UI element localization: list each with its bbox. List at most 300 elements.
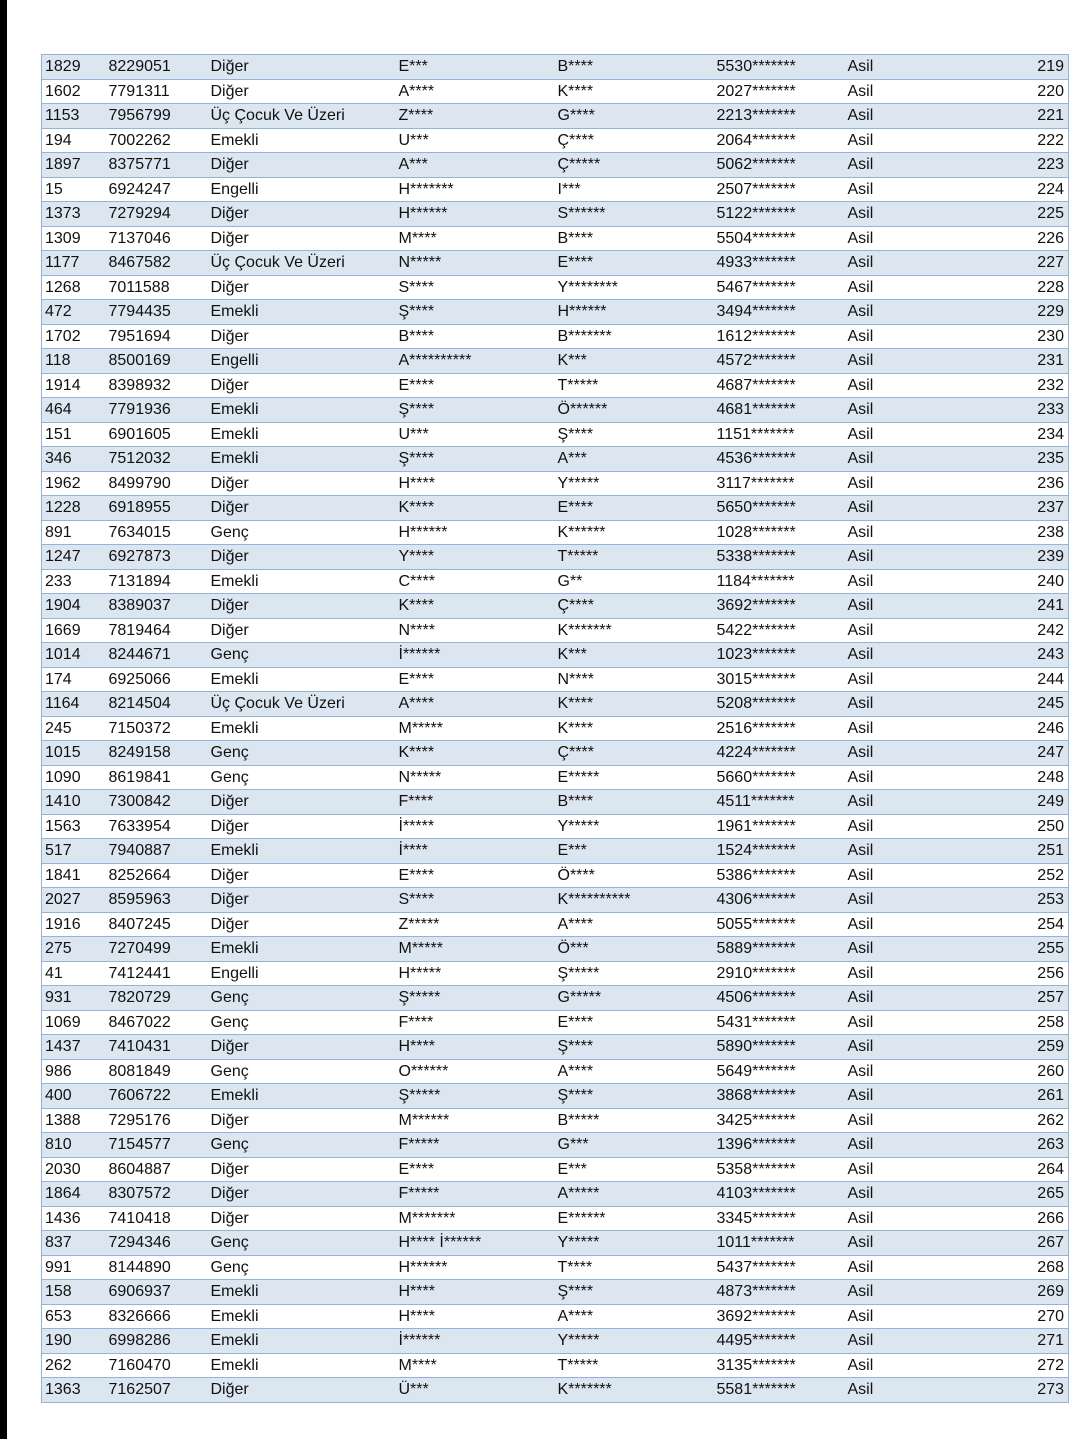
cell-status: Asil: [845, 300, 975, 325]
cell-first-name: E***: [396, 55, 555, 80]
cell-rank: 250: [975, 814, 1069, 839]
cell-category: Diğer: [208, 373, 396, 398]
cell-id-number: 7956799: [106, 104, 208, 129]
cell-rank: 226: [975, 226, 1069, 251]
cell-national-id: 2064*******: [714, 128, 845, 153]
cell-first-name: Y****: [396, 545, 555, 570]
table-row: [42, 496, 1069, 521]
cell-first-name: Ş****: [396, 447, 555, 472]
cell-status: Asil: [845, 496, 975, 521]
table-row: [42, 324, 1069, 349]
cell-application-no: 1363: [42, 1378, 106, 1403]
table-row: [42, 912, 1069, 937]
cell-national-id: 4687*******: [714, 373, 845, 398]
cell-first-name: H**** İ******: [396, 1231, 555, 1256]
cell-rank: 272: [975, 1353, 1069, 1378]
cell-application-no: 151: [42, 422, 106, 447]
cell-application-no: 1916: [42, 912, 106, 937]
cell-status: Asil: [845, 79, 975, 104]
cell-last-name: T****: [555, 1255, 714, 1280]
cell-first-name: H****: [396, 471, 555, 496]
cell-application-no: 1014: [42, 643, 106, 668]
cell-national-id: 4933*******: [714, 251, 845, 276]
cell-national-id: 4873*******: [714, 1280, 845, 1305]
cell-first-name: İ****: [396, 839, 555, 864]
cell-national-id: 5650*******: [714, 496, 845, 521]
cell-id-number: 6918955: [106, 496, 208, 521]
cell-category: Emekli: [208, 1329, 396, 1354]
cell-last-name: Y*****: [555, 814, 714, 839]
cell-category: Diğer: [208, 324, 396, 349]
cell-last-name: B*******: [555, 324, 714, 349]
cell-status: Asil: [845, 447, 975, 472]
cell-application-no: 1669: [42, 618, 106, 643]
cell-national-id: 5581*******: [714, 1378, 845, 1403]
cell-category: Emekli: [208, 569, 396, 594]
cell-application-no: 891: [42, 520, 106, 545]
cell-last-name: K**********: [555, 888, 714, 913]
cell-application-no: 1268: [42, 275, 106, 300]
table-row: [42, 398, 1069, 423]
cell-national-id: 3135*******: [714, 1353, 845, 1378]
cell-application-no: 1904: [42, 594, 106, 619]
table-row: [42, 814, 1069, 839]
cell-category: Emekli: [208, 716, 396, 741]
cell-application-no: 837: [42, 1231, 106, 1256]
cell-first-name: O******: [396, 1059, 555, 1084]
cell-category: Diğer: [208, 1378, 396, 1403]
table-row: [42, 55, 1069, 80]
cell-last-name: Ş****: [555, 422, 714, 447]
cell-status: Asil: [845, 1084, 975, 1109]
table-row: [42, 1329, 1069, 1354]
cell-status: Asil: [845, 888, 975, 913]
cell-last-name: K****: [555, 79, 714, 104]
table-row: [42, 373, 1069, 398]
cell-application-no: 991: [42, 1255, 106, 1280]
cell-first-name: İ******: [396, 643, 555, 668]
table-row: [42, 104, 1069, 129]
cell-application-no: 1563: [42, 814, 106, 839]
cell-status: Asil: [845, 104, 975, 129]
cell-id-number: 8244671: [106, 643, 208, 668]
cell-id-number: 8619841: [106, 765, 208, 790]
cell-category: Emekli: [208, 839, 396, 864]
cell-status: Asil: [845, 741, 975, 766]
table-row: [42, 251, 1069, 276]
cell-last-name: B*****: [555, 1108, 714, 1133]
cell-first-name: A****: [396, 79, 555, 104]
cell-category: Diğer: [208, 912, 396, 937]
cell-last-name: T*****: [555, 545, 714, 570]
table-row: [42, 716, 1069, 741]
cell-status: Asil: [845, 275, 975, 300]
cell-category: Diğer: [208, 790, 396, 815]
cell-first-name: M****: [396, 226, 555, 251]
cell-rank: 257: [975, 986, 1069, 1011]
cell-category: Engelli: [208, 349, 396, 374]
cell-first-name: İ******: [396, 1329, 555, 1354]
cell-category: Diğer: [208, 594, 396, 619]
cell-national-id: 1612*******: [714, 324, 845, 349]
cell-national-id: 4536*******: [714, 447, 845, 472]
cell-rank: 255: [975, 937, 1069, 962]
table-row: [42, 1035, 1069, 1060]
cell-application-no: 174: [42, 667, 106, 692]
cell-application-no: 464: [42, 398, 106, 423]
cell-last-name: Y********: [555, 275, 714, 300]
cell-first-name: H******: [396, 1255, 555, 1280]
cell-first-name: S****: [396, 888, 555, 913]
table-row: [42, 1304, 1069, 1329]
cell-national-id: 2516*******: [714, 716, 845, 741]
cell-rank: 249: [975, 790, 1069, 815]
cell-status: Asil: [845, 55, 975, 80]
cell-status: Asil: [845, 1280, 975, 1305]
cell-national-id: 5431*******: [714, 1010, 845, 1035]
cell-id-number: 7150372: [106, 716, 208, 741]
table-row: [42, 961, 1069, 986]
cell-id-number: 7162507: [106, 1378, 208, 1403]
cell-last-name: K*******: [555, 618, 714, 643]
table-row: [42, 765, 1069, 790]
cell-application-no: 262: [42, 1353, 106, 1378]
cell-last-name: K******: [555, 520, 714, 545]
cell-rank: 228: [975, 275, 1069, 300]
cell-national-id: 3015*******: [714, 667, 845, 692]
cell-first-name: A***: [396, 153, 555, 178]
table-row: [42, 692, 1069, 717]
cell-status: Asil: [845, 545, 975, 570]
cell-id-number: 8307572: [106, 1182, 208, 1207]
cell-rank: 244: [975, 667, 1069, 692]
cell-first-name: F*****: [396, 1133, 555, 1158]
cell-application-no: 158: [42, 1280, 106, 1305]
cell-status: Asil: [845, 986, 975, 1011]
cell-id-number: 7154577: [106, 1133, 208, 1158]
cell-last-name: Ş****: [555, 1035, 714, 1060]
cell-national-id: 5467*******: [714, 275, 845, 300]
cell-last-name: E****: [555, 251, 714, 276]
cell-national-id: 5890*******: [714, 1035, 845, 1060]
cell-national-id: 4506*******: [714, 986, 845, 1011]
table-row: [42, 422, 1069, 447]
cell-status: Asil: [845, 398, 975, 423]
table-row: [42, 1280, 1069, 1305]
cell-category: Genç: [208, 986, 396, 1011]
cell-id-number: 7270499: [106, 937, 208, 962]
cell-first-name: F****: [396, 790, 555, 815]
cell-category: Diğer: [208, 153, 396, 178]
cell-last-name: Ç*****: [555, 153, 714, 178]
cell-last-name: Ö******: [555, 398, 714, 423]
cell-last-name: E***: [555, 839, 714, 864]
cell-rank: 229: [975, 300, 1069, 325]
cell-application-no: 245: [42, 716, 106, 741]
cell-id-number: 6924247: [106, 177, 208, 202]
cell-application-no: 986: [42, 1059, 106, 1084]
cell-rank: 259: [975, 1035, 1069, 1060]
cell-status: Asil: [845, 1010, 975, 1035]
cell-id-number: 6998286: [106, 1329, 208, 1354]
cell-application-no: 2027: [42, 888, 106, 913]
cell-status: Asil: [845, 814, 975, 839]
cell-application-no: 810: [42, 1133, 106, 1158]
cell-first-name: A**********: [396, 349, 555, 374]
cell-application-no: 1177: [42, 251, 106, 276]
cell-id-number: 6925066: [106, 667, 208, 692]
cell-application-no: 15: [42, 177, 106, 202]
cell-national-id: 2213*******: [714, 104, 845, 129]
table-row: [42, 594, 1069, 619]
cell-id-number: 7940887: [106, 839, 208, 864]
cell-first-name: H*******: [396, 177, 555, 202]
cell-rank: 247: [975, 741, 1069, 766]
cell-category: Genç: [208, 643, 396, 668]
table-row: [42, 471, 1069, 496]
cell-first-name: H*****: [396, 961, 555, 986]
cell-last-name: A****: [555, 1059, 714, 1084]
cell-national-id: 1011*******: [714, 1231, 845, 1256]
cell-category: Engelli: [208, 961, 396, 986]
cell-first-name: E****: [396, 863, 555, 888]
cell-last-name: Y*****: [555, 1329, 714, 1354]
roster-table-body: [42, 55, 1069, 1403]
cell-category: Genç: [208, 1255, 396, 1280]
cell-category: Genç: [208, 741, 396, 766]
cell-first-name: F*****: [396, 1182, 555, 1207]
cell-last-name: A****: [555, 912, 714, 937]
cell-status: Asil: [845, 373, 975, 398]
cell-application-no: 1437: [42, 1035, 106, 1060]
cell-first-name: M*******: [396, 1206, 555, 1231]
cell-category: Diğer: [208, 55, 396, 80]
cell-rank: 269: [975, 1280, 1069, 1305]
cell-first-name: C****: [396, 569, 555, 594]
cell-id-number: 8604887: [106, 1157, 208, 1182]
cell-rank: 260: [975, 1059, 1069, 1084]
cell-category: Genç: [208, 765, 396, 790]
table-row: [42, 741, 1069, 766]
cell-application-no: 1373: [42, 202, 106, 227]
table-row: [42, 937, 1069, 962]
cell-rank: 220: [975, 79, 1069, 104]
cell-id-number: 7633954: [106, 814, 208, 839]
cell-id-number: 8467022: [106, 1010, 208, 1035]
cell-national-id: 3868*******: [714, 1084, 845, 1109]
cell-status: Asil: [845, 643, 975, 668]
cell-id-number: 8389037: [106, 594, 208, 619]
cell-category: Genç: [208, 1231, 396, 1256]
table-row: [42, 520, 1069, 545]
cell-first-name: M*****: [396, 716, 555, 741]
cell-first-name: U***: [396, 422, 555, 447]
roster-table: [41, 54, 1069, 1403]
cell-first-name: K****: [396, 741, 555, 766]
cell-status: Asil: [845, 349, 975, 374]
cell-first-name: İ*****: [396, 814, 555, 839]
cell-rank: 233: [975, 398, 1069, 423]
cell-application-no: 1602: [42, 79, 106, 104]
cell-application-no: 1864: [42, 1182, 106, 1207]
cell-id-number: 7279294: [106, 202, 208, 227]
cell-first-name: M****: [396, 1353, 555, 1378]
cell-national-id: 5338*******: [714, 545, 845, 570]
cell-category: Diğer: [208, 1206, 396, 1231]
cell-id-number: 6927873: [106, 545, 208, 570]
cell-first-name: M*****: [396, 937, 555, 962]
cell-application-no: 400: [42, 1084, 106, 1109]
table-row: [42, 1108, 1069, 1133]
table-row: [42, 202, 1069, 227]
cell-rank: 253: [975, 888, 1069, 913]
cell-first-name: N*****: [396, 251, 555, 276]
cell-last-name: G*****: [555, 986, 714, 1011]
cell-first-name: N*****: [396, 765, 555, 790]
cell-national-id: 2027*******: [714, 79, 845, 104]
cell-application-no: 472: [42, 300, 106, 325]
cell-last-name: K****: [555, 692, 714, 717]
cell-id-number: 7791936: [106, 398, 208, 423]
cell-national-id: 3494*******: [714, 300, 845, 325]
cell-status: Asil: [845, 1329, 975, 1354]
cell-id-number: 8375771: [106, 153, 208, 178]
cell-last-name: K***: [555, 643, 714, 668]
cell-last-name: Ç****: [555, 594, 714, 619]
cell-last-name: K****: [555, 716, 714, 741]
cell-id-number: 7002262: [106, 128, 208, 153]
cell-rank: 248: [975, 765, 1069, 790]
cell-last-name: T*****: [555, 373, 714, 398]
cell-rank: 245: [975, 692, 1069, 717]
cell-national-id: 3117*******: [714, 471, 845, 496]
cell-id-number: 8249158: [106, 741, 208, 766]
cell-national-id: 1023*******: [714, 643, 845, 668]
cell-category: Diğer: [208, 1108, 396, 1133]
cell-category: Diğer: [208, 1157, 396, 1182]
cell-rank: 232: [975, 373, 1069, 398]
cell-application-no: 1410: [42, 790, 106, 815]
cell-id-number: 7634015: [106, 520, 208, 545]
cell-rank: 230: [975, 324, 1069, 349]
table-row: [42, 888, 1069, 913]
cell-id-number: 7819464: [106, 618, 208, 643]
cell-id-number: 6901605: [106, 422, 208, 447]
cell-last-name: B****: [555, 226, 714, 251]
cell-national-id: 3692*******: [714, 1304, 845, 1329]
cell-last-name: B****: [555, 55, 714, 80]
cell-application-no: 931: [42, 986, 106, 1011]
table-row: [42, 1133, 1069, 1158]
cell-status: Asil: [845, 1059, 975, 1084]
cell-first-name: Z*****: [396, 912, 555, 937]
table-row: [42, 1353, 1069, 1378]
cell-category: Emekli: [208, 398, 396, 423]
cell-last-name: S******: [555, 202, 714, 227]
cell-category: Emekli: [208, 667, 396, 692]
cell-first-name: N****: [396, 618, 555, 643]
cell-application-no: 1841: [42, 863, 106, 888]
cell-last-name: A****: [555, 1304, 714, 1329]
cell-national-id: 5504*******: [714, 226, 845, 251]
cell-national-id: 5660*******: [714, 765, 845, 790]
table-row: [42, 1059, 1069, 1084]
cell-application-no: 653: [42, 1304, 106, 1329]
cell-rank: 224: [975, 177, 1069, 202]
cell-status: Asil: [845, 471, 975, 496]
cell-last-name: Ç****: [555, 741, 714, 766]
cell-national-id: 1961*******: [714, 814, 845, 839]
cell-status: Asil: [845, 1133, 975, 1158]
cell-application-no: 1015: [42, 741, 106, 766]
table-row: [42, 1010, 1069, 1035]
table-row: [42, 1255, 1069, 1280]
cell-id-number: 8595963: [106, 888, 208, 913]
table-row: [42, 1084, 1069, 1109]
cell-national-id: 5122*******: [714, 202, 845, 227]
cell-rank: 261: [975, 1084, 1069, 1109]
cell-first-name: U***: [396, 128, 555, 153]
cell-status: Asil: [845, 1378, 975, 1403]
cell-national-id: 1028*******: [714, 520, 845, 545]
table-row: [42, 569, 1069, 594]
table-row: [42, 275, 1069, 300]
cell-rank: 271: [975, 1329, 1069, 1354]
cell-rank: 234: [975, 422, 1069, 447]
cell-category: Diğer: [208, 1182, 396, 1207]
cell-status: Asil: [845, 667, 975, 692]
cell-id-number: 8214504: [106, 692, 208, 717]
cell-rank: 242: [975, 618, 1069, 643]
cell-status: Asil: [845, 153, 975, 178]
cell-category: Üç Çocuk Ve Üzeri: [208, 251, 396, 276]
cell-first-name: Ş****: [396, 398, 555, 423]
cell-last-name: K***: [555, 349, 714, 374]
cell-national-id: 4103*******: [714, 1182, 845, 1207]
cell-rank: 241: [975, 594, 1069, 619]
cell-application-no: 1247: [42, 545, 106, 570]
cell-id-number: 7410418: [106, 1206, 208, 1231]
cell-rank: 231: [975, 349, 1069, 374]
cell-last-name: H******: [555, 300, 714, 325]
cell-first-name: B****: [396, 324, 555, 349]
cell-application-no: 275: [42, 937, 106, 962]
cell-rank: 270: [975, 1304, 1069, 1329]
cell-national-id: 4306*******: [714, 888, 845, 913]
cell-status: Asil: [845, 863, 975, 888]
cell-category: Genç: [208, 1010, 396, 1035]
cell-id-number: 7131894: [106, 569, 208, 594]
cell-last-name: Ş****: [555, 1084, 714, 1109]
cell-last-name: G****: [555, 104, 714, 129]
cell-application-no: 190: [42, 1329, 106, 1354]
cell-rank: 256: [975, 961, 1069, 986]
cell-first-name: E****: [396, 1157, 555, 1182]
cell-last-name: A*****: [555, 1182, 714, 1207]
cell-id-number: 8499790: [106, 471, 208, 496]
table-row: [42, 790, 1069, 815]
cell-rank: 252: [975, 863, 1069, 888]
table-row: [42, 153, 1069, 178]
cell-national-id: 4495*******: [714, 1329, 845, 1354]
cell-rank: 258: [975, 1010, 1069, 1035]
cell-category: Emekli: [208, 447, 396, 472]
cell-first-name: Ş****: [396, 300, 555, 325]
cell-category: Emekli: [208, 1353, 396, 1378]
cell-id-number: 8229051: [106, 55, 208, 80]
cell-rank: 235: [975, 447, 1069, 472]
cell-id-number: 7295176: [106, 1108, 208, 1133]
